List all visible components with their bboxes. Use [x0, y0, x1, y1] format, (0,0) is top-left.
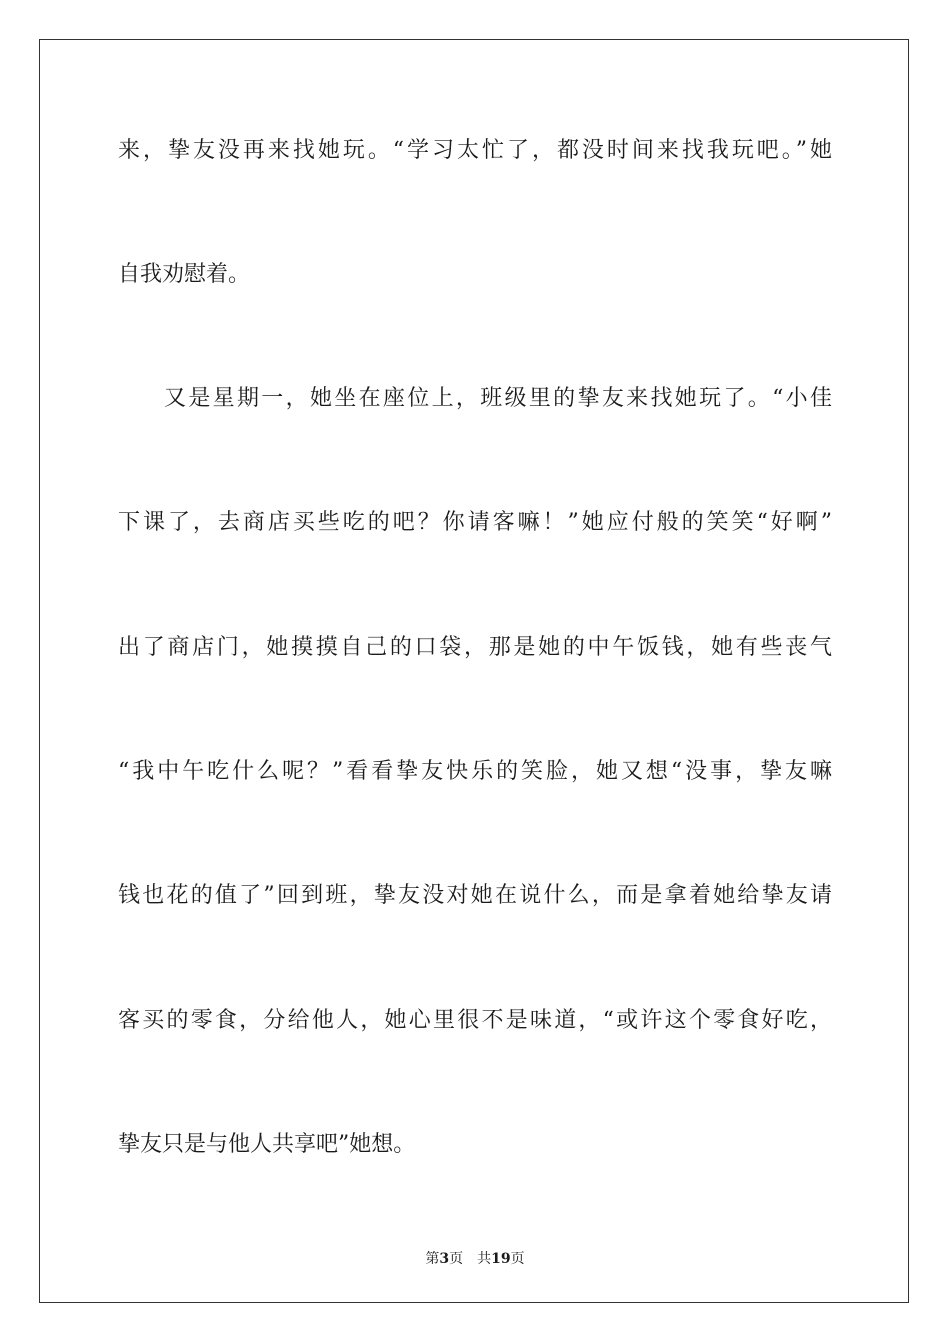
page-footer — [0, 1248, 950, 1268]
body-line-4: 下课了，去商店买些吃的吧？你请客嘛！”她应付般的笑笑“好啊” — [118, 510, 832, 535]
footer-page-prefix: 第 — [425, 1251, 440, 1267]
footer-page-number: 3 — [439, 1251, 450, 1267]
page-border — [39, 39, 909, 1303]
body-line-3: 又是星期一，她坐在座位上，班级里的挚友来找她玩了。“小佳 — [164, 386, 832, 411]
body-line-1: 来，挚友没再来找她玩。“学习太忙了，都没时间来找我玩吧。”她 — [118, 138, 832, 163]
body-line-2: 自我劝慰着。 — [118, 262, 251, 287]
body-line-5: 出了商店门，她摸摸自己的口袋，那是她的中午饭钱，她有些丧气 — [118, 635, 832, 660]
footer-page-suffix: 页 — [449, 1251, 464, 1267]
body-line-9: 挚友只是与他人共享吧”她想。 — [118, 1132, 416, 1157]
body-line-6: “我中午吃什么呢？”看看挚友快乐的笑脸，她又想“没事，挚友嘛 — [118, 759, 832, 784]
footer-total-pages: 19 — [491, 1251, 511, 1267]
footer-total-suffix: 页 — [510, 1251, 525, 1267]
body-line-8: 客买的零食，分给他人，她心里很不是味道，“或许这个零食好吃， — [118, 1008, 832, 1033]
body-line-7: 钱也花的值了”回到班，挚友没对她在说什么，而是拿着她给挚友请 — [118, 883, 832, 908]
footer-total-prefix: 共 — [477, 1251, 492, 1267]
